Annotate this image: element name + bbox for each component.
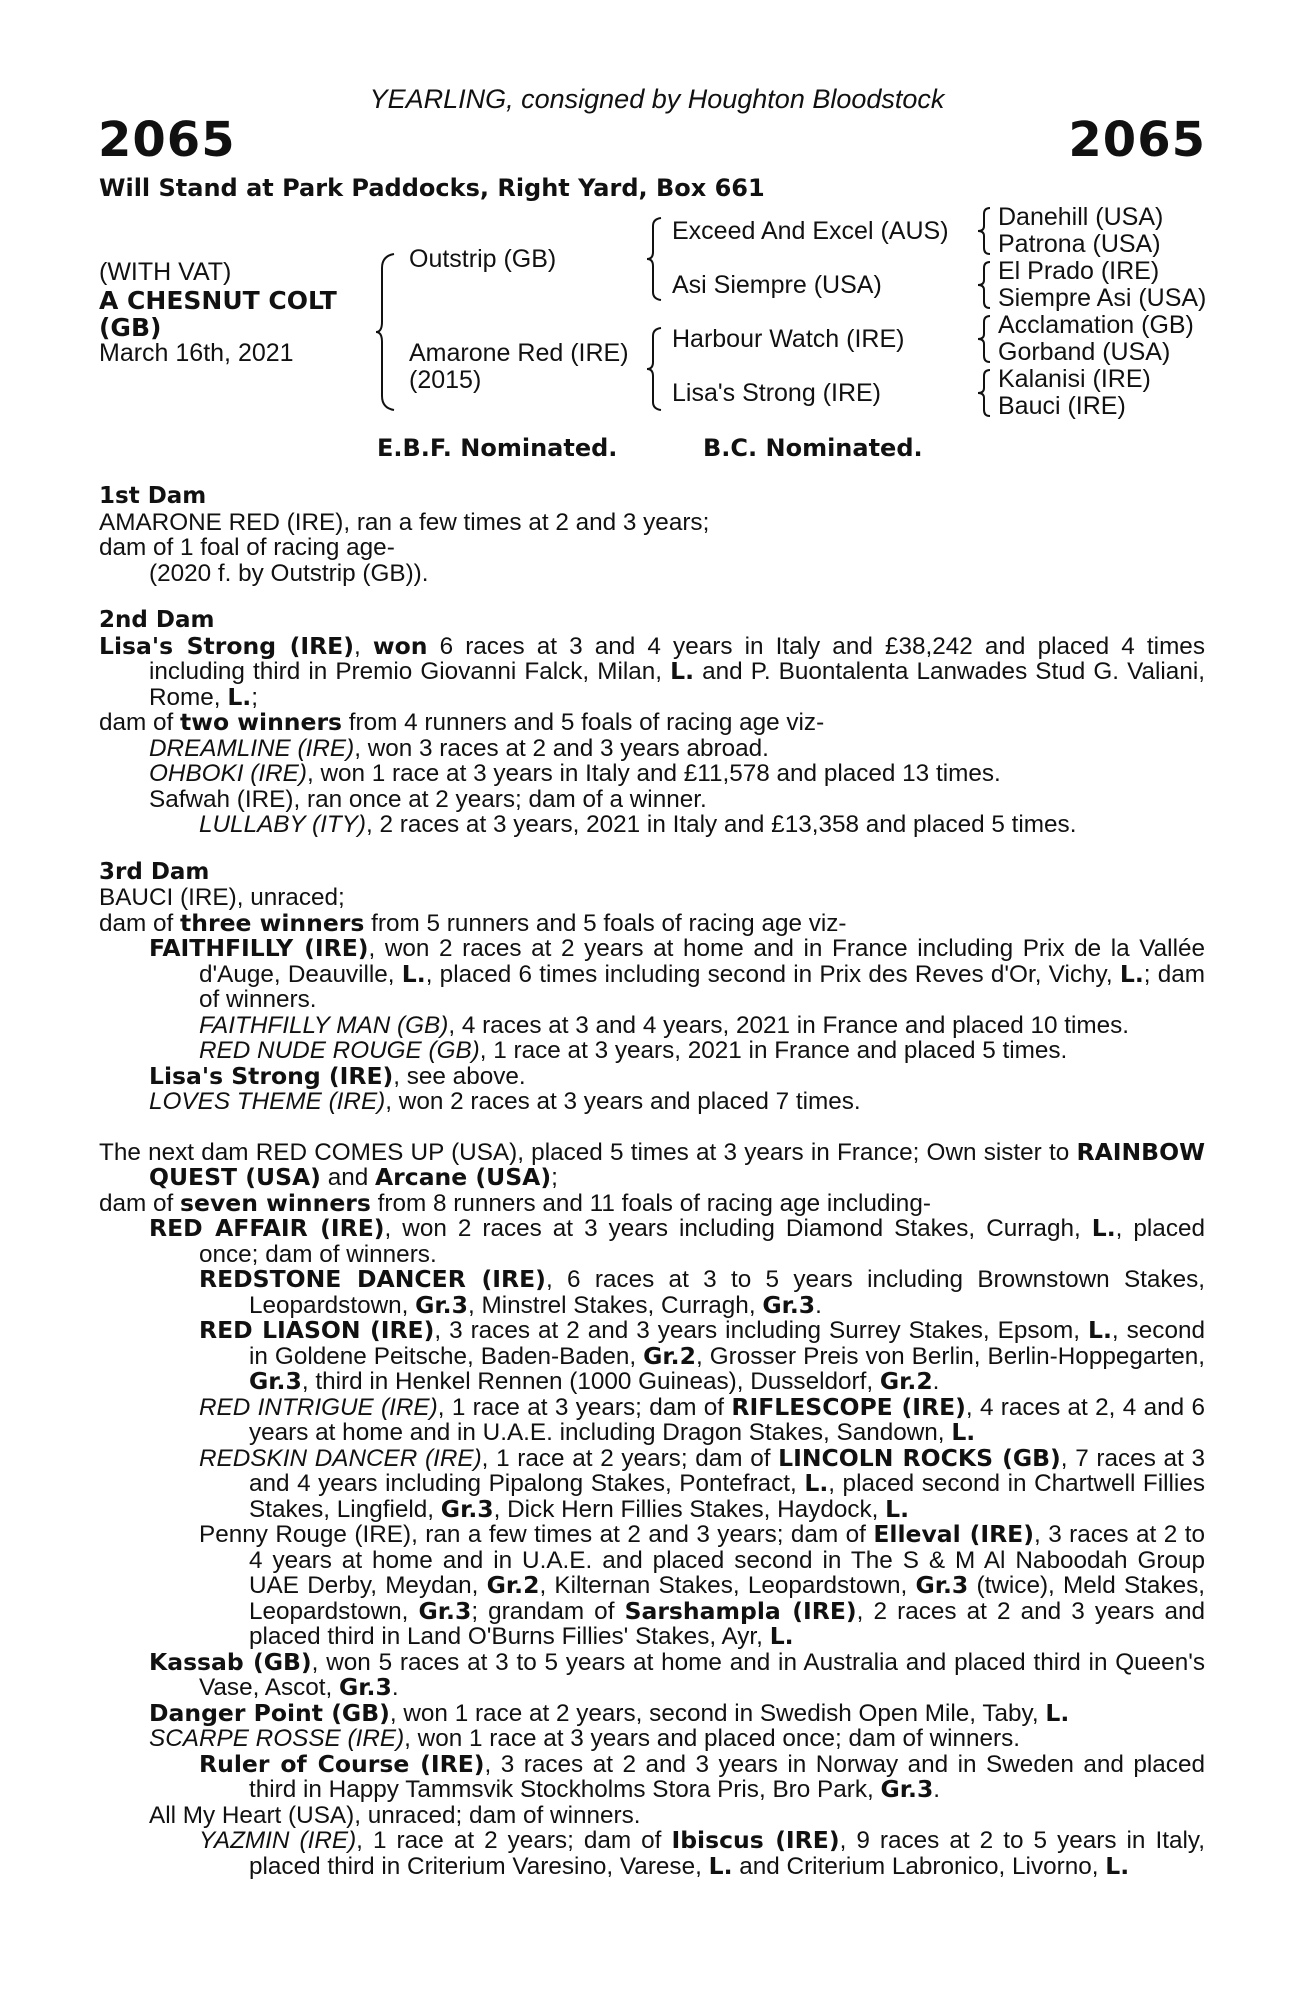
catalogue-entry: LOVES THEME (IRE), won 2 races at 3 years and placed 7 times.: [149, 1088, 861, 1115]
catalogue-entry: LULLABY (ITY), 2 races at 3 years, 2021 in Italy and £13,358 and placed 5 times.: [199, 811, 1077, 838]
pedigree-g3-7: Kalanisi (IRE): [998, 365, 1151, 393]
pedigree-brace: [976, 368, 992, 418]
horse-name: A CHESNUT COLT: [99, 286, 337, 315]
pedigree-brace: [374, 252, 398, 412]
catalogue-entry: Danger Point (GB), won 1 race at 2 years, second in Swedish Open Mile, Taby, L.: [149, 1698, 1070, 1727]
pedigree-dam-dam: Lisa's Strong (IRE): [672, 379, 882, 407]
consignment-line: YEARLING, consigned by Houghton Bloodstock: [369, 84, 945, 114]
catalogue-entry: AMARONE RED (IRE), ran a few times at 2 and 3 years;: [99, 508, 710, 536]
catalogue-entry: RED LIASON (IRE), 3 races at 2 and 3 years including Surrey Stakes, Epsom, L., second in Goldene Peitsche, Baden-Baden, Gr.2, Grosser Preis von Berlin, Berlin-Hoppegarten, Gr.3, third in Henkel Rennen (1000 Guineas), Dusseldorf, Gr.2.: [199, 1316, 1205, 1395]
catalogue-entry: DREAMLINE (IRE), won 3 races at 2 and 3 years abroad.: [149, 734, 769, 762]
pedigree-g3-3: El Prado (IRE): [998, 257, 1160, 285]
catalogue-entry: RED INTRIGUE (IRE), 1 race at 3 years; dam of RIFLESCOPE (IRE), 4 races at 2, 4 and 6 years at home and in U.A.E. including Dragon Stakes, Sandown, L.: [199, 1392, 1205, 1446]
catalogue-entry: OHBOKI (IRE), won 1 race at 3 years in Italy and £11,578 and placed 13 times.: [149, 760, 1001, 787]
catalogue-entry: Penny Rouge (IRE), ran a few times at 2 and 3 years; dam of Elleval (IRE), 3 races at 2 to 4 years at home and in U.A.E. and placed second in The S & M Al Naboodah Group UAE Derby, Meydan, Gr.2, Kilternan Stakes, Leopardstown, Gr.3 (twice), Meld Stakes, Leopardstown, Gr.3; grandam of Sarshampla (IRE), 2 races at 2 and 3 years and placed third in Land O'Burns Fillies' Stakes, Ayr, L.: [199, 1520, 1205, 1650]
catalogue-entry: Kassab (GB), won 5 races at 3 to 5 years at home and in Australia and placed third in Queen's Vase, Ascot, Gr.3.: [149, 1647, 1205, 1701]
pedigree-brace: [645, 326, 663, 412]
horse-name-country: (GB): [99, 313, 162, 342]
pedigree-dam: Amarone Red (IRE): [409, 339, 629, 367]
section-heading: 2nd Dam: [99, 607, 215, 633]
catalogue-entry: dam of two winners from 4 runners and 5 foals of racing age viz-: [99, 708, 825, 736]
catalogue-entry: The next dam RED COMES UP (USA), placed 5 times at 3 years in France; Own sister to RAINBOW QUEST (USA) and Arcane (USA);: [99, 1137, 1205, 1191]
catalogue-entry: RED AFFAIR (IRE), won 2 races at 3 years including Diamond Stakes, Curragh, L., placed once; dam of winners.: [149, 1214, 1205, 1268]
catalogue-entry: REDSTONE DANCER (IRE), 6 races at 3 to 5 years including Brownstown Stakes, Leopardstown, Gr.3, Minstrel Stakes, Curragh, Gr.3.: [199, 1265, 1205, 1319]
catalogue-entry: FAITHFILLY (IRE), won 2 races at 2 years at home and in France including Prix de la Vallée d'Auge, Deauville, L., placed 6 times including second in Prix des Reves d'Or, Vichy, L.; dam of winners.: [149, 934, 1206, 1013]
pedigree-brace: [976, 314, 992, 364]
pedigree-brace: [976, 206, 992, 256]
pedigree-sire: Outstrip (GB): [409, 245, 557, 273]
catalogue-entry: BAUCI (IRE), unraced;: [99, 884, 345, 911]
lot-number: 2065: [98, 112, 236, 168]
stand-location: Will Stand at Park Paddocks, Right Yard, Box 661: [99, 174, 765, 202]
pedigree-g3-5: Acclamation (GB): [998, 311, 1194, 339]
catalogue-entry: dam of three winners from 5 runners and 5 foals of racing age viz-: [99, 908, 847, 937]
pedigree-brace: [645, 216, 663, 302]
ebf-nomination: E.B.F. Nominated.: [377, 434, 618, 462]
catalogue-entry: REDSKIN DANCER (IRE), 1 race at 2 years; dam of LINCOLN ROCKS (GB), 7 races at 3 and 4 years including Pipalong Stakes, Pontefract, L., placed second in Chartwell Fillies Stakes, Lingfield, Gr.3, Dick Hern Fillies Stakes, Haydock, L.: [199, 1443, 1205, 1523]
catalogue-entry: (2020 f. by Outstrip (GB)).: [149, 559, 429, 587]
pedigree-sire-sire: Exceed And Excel (AUS): [672, 217, 949, 245]
section-heading: 1st Dam: [99, 483, 207, 509]
pedigree-g3-2: Patrona (USA): [998, 230, 1161, 258]
pedigree-g3-4: Siempre Asi (USA): [998, 284, 1207, 312]
bc-nomination: B.C. Nominated.: [703, 434, 923, 462]
vat-note: (WITH VAT): [99, 258, 232, 286]
catalogue-body: [99, 484, 1205, 1879]
pedigree-dam-sire: Harbour Watch (IRE): [672, 325, 905, 353]
section-heading: 3rd Dam: [99, 858, 210, 885]
foaling-date: March 16th, 2021: [99, 339, 294, 367]
catalogue-entry: Lisa's Strong (IRE), see above.: [149, 1061, 526, 1090]
catalogue-entry: Safwah (IRE), ran once at 2 years; dam of a winner.: [149, 785, 707, 813]
pedigree-g3-6: Gorband (USA): [998, 338, 1171, 366]
pedigree-sire-dam: Asi Siempre (USA): [672, 271, 882, 299]
catalogue-entry: FAITHFILLY MAN (GB), 4 races at 3 and 4 years, 2021 in France and placed 10 times.: [199, 1011, 1130, 1039]
pedigree-g3-1: Danehill (USA): [998, 203, 1164, 231]
catalogue-entry: RED NUDE ROUGE (GB), 1 race at 3 years, 2021 in France and placed 5 times.: [199, 1037, 1068, 1064]
pedigree-g3-8: Bauci (IRE): [998, 392, 1126, 420]
pedigree-dam-year: (2015): [409, 366, 482, 394]
lot-number-right: 2065: [1068, 112, 1206, 168]
catalogue-entry: Ruler of Course (IRE), 3 races at 2 and 3 years in Norway and in Sweden and placed third in Happy Tammsvik Stockholms Stora Pris, Bro Park, Gr.3.: [199, 1749, 1205, 1803]
catalogue-entry: Lisa's Strong (IRE), won 6 races at 3 and 4 years in Italy and £38,242 and placed 4 times including third in Premio Giovanni Falck, Milan, L. and P. Buontalenta Lanwades Stud G. Valiani, Rome, L.;: [99, 631, 1205, 711]
spacer: [99, 1115, 1205, 1140]
catalogue-entry: dam of seven winners from 8 runners and 11 foals of racing age including-: [99, 1188, 931, 1217]
catalogue-entry: dam of 1 foal of racing age-: [99, 534, 395, 561]
pedigree-brace: [976, 260, 992, 310]
catalogue-entry: All My Heart (USA), unraced; dam of winners.: [149, 1801, 641, 1829]
catalogue-entry: YAZMIN (IRE), 1 race at 2 years; dam of Ibiscus (IRE), 9 races at 2 to 5 years in Italy, placed third in Criterium Varesino, Varese, L. and Criterium Labronico, Livorno, L.: [199, 1826, 1205, 1880]
catalogue-entry: SCARPE ROSSE (IRE), won 1 race at 3 years and placed once; dam of winners.: [149, 1725, 1021, 1752]
